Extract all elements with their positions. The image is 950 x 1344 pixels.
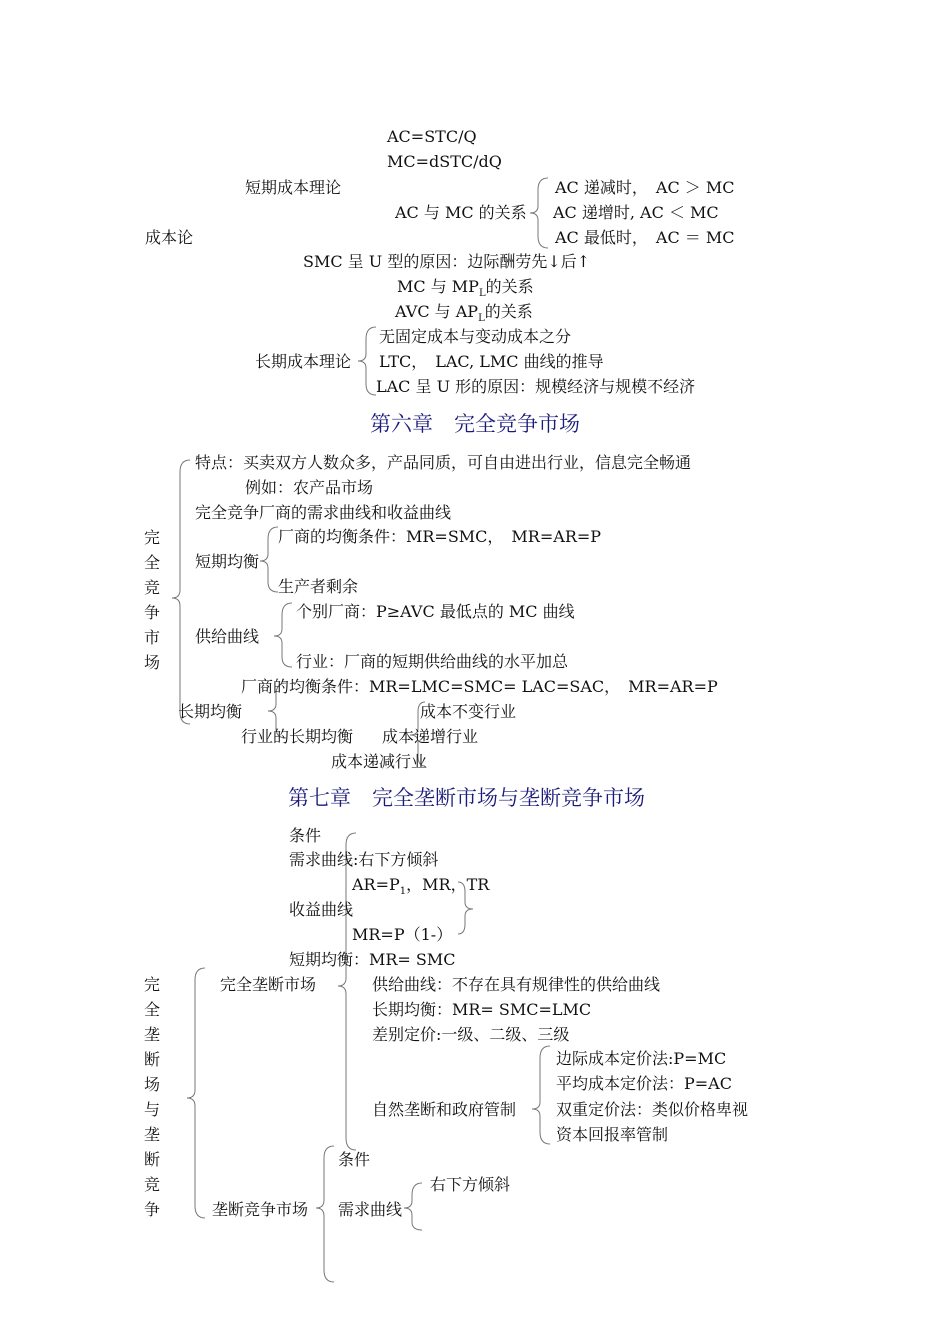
avc-apl-relation: AVC 与 $AP_L$的关系 <box>395 302 533 325</box>
monopolistic-competition-market: 垄断竞争市场 <box>212 1200 309 1219</box>
industry-long-run-equilibrium: 行业的长期均衡 <box>241 727 354 746</box>
ac-mc-relation-1: AC 递减时， AC ＞ MC <box>555 178 735 197</box>
supply-curve: 供给曲线 <box>195 627 260 646</box>
ac-formula: AC=STC/Q <box>387 127 477 146</box>
average-cost-pricing: 平均成本定价法：P=AC <box>556 1074 732 1093</box>
monopolistic-demand-curve: 需求曲线 <box>338 1200 403 1219</box>
mc-formula: MC=dSTC/dQ <box>387 152 502 171</box>
revenue-curve: 收益曲线 <box>289 900 354 919</box>
perfect-monopoly-market: 完全垄断市场 <box>220 975 317 994</box>
long-run-equilibrium: 长期均衡 <box>178 702 243 721</box>
ar-formula: $AR=P_1$，MR，TR <box>352 875 490 898</box>
example: 例如：农产品市场 <box>245 478 374 497</box>
industry-supply: 行业：厂商的短期供给曲线的水平加总 <box>296 652 569 671</box>
natural-monopoly-regulation: 自然垄断和政府管制 <box>372 1100 517 1119</box>
long-run-cost-theory: 长期成本理论 <box>255 352 352 371</box>
chapter-6-title: 第六章 完全竞争市场 <box>370 412 580 436</box>
marginal-cost-pricing: 边际成本定价法:P=MC <box>556 1049 727 1068</box>
monopoly-demand-curve: 需求曲线:右下方倾斜 <box>289 850 439 869</box>
mr-formula: MR=P（1-） <box>352 925 453 944</box>
perfect-competition-root: 完全竞争市场 <box>143 528 160 672</box>
monopolistic-condition: 条件 <box>338 1150 371 1169</box>
short-run-cost-theory: 短期成本理论 <box>245 178 342 197</box>
cost-theory-root: 成本论 <box>145 228 194 247</box>
rate-of-return-regulation: 资本回报率管制 <box>556 1125 669 1144</box>
monopoly-supply-curve: 供给曲线：不存在具有规律性的供给曲线 <box>372 975 661 994</box>
features: 特点：买卖双方人数众多，产品同质，可自由进出行业，信息完全畅通 <box>195 453 692 472</box>
price-discrimination: 差别定价:一级、二级、三级 <box>372 1025 570 1044</box>
long-run-equilibrium-condition: 厂商的均衡条件：MR=LMC=SMC= LAC=SAC， MR=AR=P <box>241 677 718 696</box>
monopoly-long-run-equilibrium: 长期均衡：MR= SMC=LMC <box>372 1000 592 1019</box>
ltc-lac-lmc-curves: LTC， LAC, LMC 曲线的推导 <box>379 352 604 371</box>
short-run-equilibrium: 短期均衡 <box>195 552 260 571</box>
short-run-equilibrium-condition: 厂商的均衡条件：MR=SMC， MR=AR=P <box>278 527 602 546</box>
producer-surplus: 生产者剩余 <box>278 577 359 596</box>
ac-mc-relation-3: AC 最低时， AC ＝ MC <box>555 228 735 247</box>
constant-cost-industry: 成本不变行业 <box>420 702 517 721</box>
monopolistic-downward-sloping: 右下方倾斜 <box>430 1175 511 1194</box>
decreasing-cost-industry: 成本递减行业 <box>331 752 428 771</box>
monopoly-short-run-equilibrium: 短期均衡：MR= SMC <box>289 950 456 969</box>
increasing-cost-industry: 成本递增行业 <box>382 727 479 746</box>
firm-supply: 个别厂商：P≥AVC 最低点的 MC 曲线 <box>296 602 575 621</box>
monopoly-monopolistic-root: 完全垄断场与垄断竞争 <box>143 975 160 1219</box>
lac-u-shape-reason: LAC 呈 U 形的原因：规模经济与规模不经济 <box>376 377 696 396</box>
monopoly-condition: 条件 <box>289 826 322 845</box>
fixed-variable-cost: 无固定成本与变动成本之分 <box>379 327 572 346</box>
mc-mpl-relation: MC 与 $MP_L$的关系 <box>397 277 534 300</box>
ac-mc-relation-label: AC 与 MC 的关系 <box>395 203 527 222</box>
demand-revenue-curves: 完全竞争厂商的需求曲线和收益曲线 <box>195 503 452 522</box>
smc-u-shape-reason: SMC 呈 U 型的原因：边际酬劳先↓后↑ <box>303 252 591 271</box>
dual-pricing: 双重定价法：类似价格卑视 <box>556 1100 749 1119</box>
chapter-7-title: 第七章 完全垄断市场与垄断竞争市场 <box>288 786 645 810</box>
ac-mc-relation-2: AC 递增时, AC ＜ MC <box>553 203 719 222</box>
